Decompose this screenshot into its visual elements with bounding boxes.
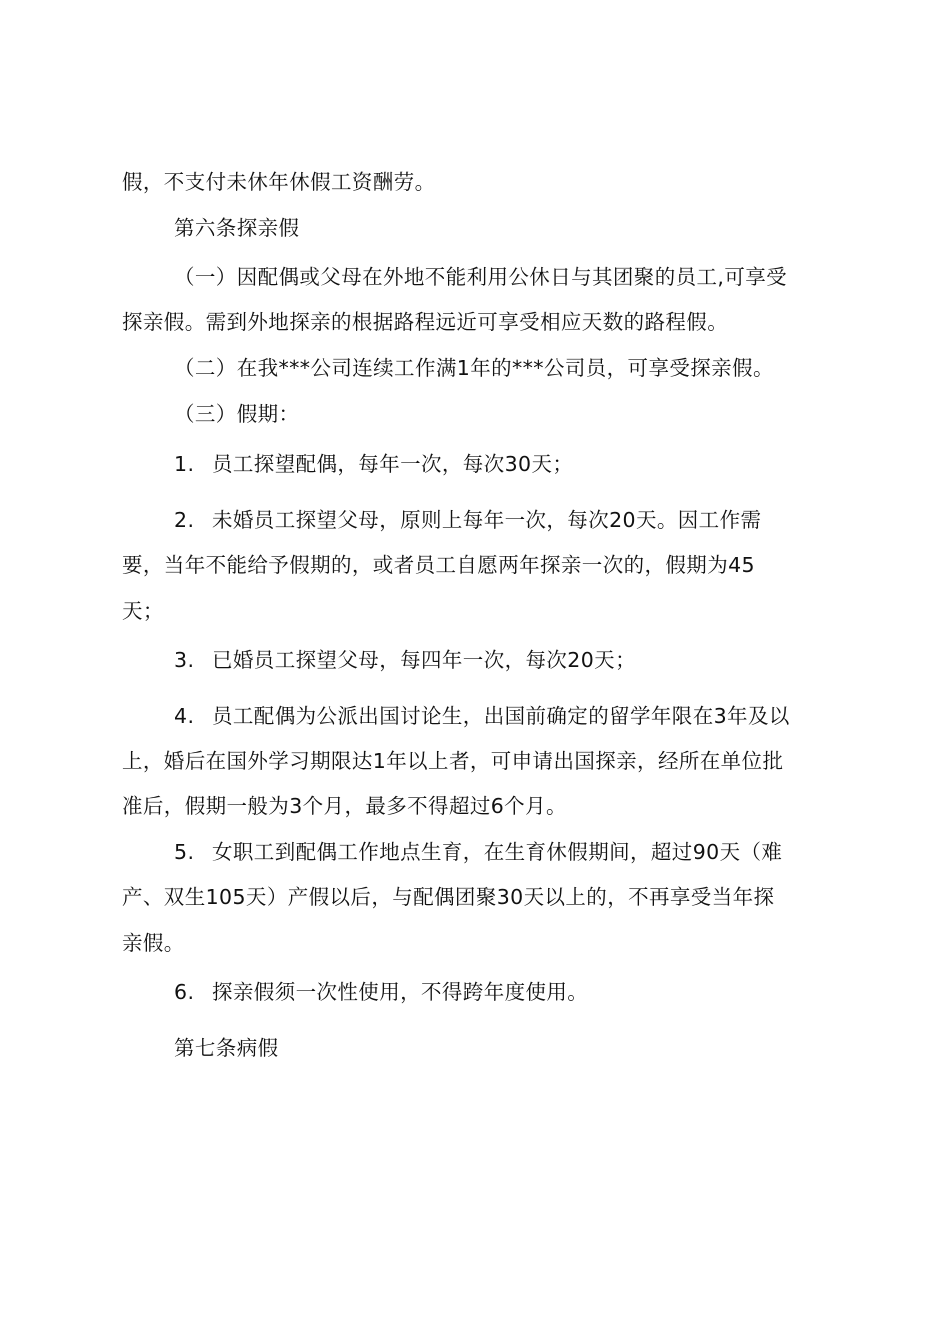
- list-item-text: 探亲假须一次性使用，不得跨年度使用。: [212, 980, 589, 1004]
- list-item: [174, 702, 790, 730]
- list-item: [174, 838, 782, 866]
- text-line: 要，当年不能给予假期的，或者员工自愿两年探亲一次的，假期为45: [122, 553, 755, 577]
- list-item-number: 3.: [174, 648, 195, 672]
- text-line: 天；: [122, 599, 164, 623]
- text-line: 亲假。: [122, 931, 185, 955]
- text-line: （三）假期：: [174, 402, 300, 426]
- list-item-number: 6.: [174, 980, 195, 1004]
- list-item-text: 已婚员工探望父母，每四年一次，每次20天；: [212, 648, 636, 672]
- text-line: 上，婚后在国外学习期限达1年以上者，可申请出国探亲，经所在单位批: [122, 749, 784, 773]
- text-line: 探亲假。需到外地探亲的根据路程远近可享受相应天数的路程假。: [122, 310, 729, 334]
- text-line: 产、双生105天）产假以后，与配偶团聚30天以上的，不再享受当年探: [122, 885, 775, 909]
- list-item: [174, 450, 573, 478]
- text-line: 准后，假期一般为3个月，最多不得超过6个月。: [122, 794, 567, 818]
- text-line: 假，不支付未休年休假工资酬劳。: [122, 170, 436, 194]
- list-item-number: 1.: [174, 452, 195, 476]
- list-item-text: 未婚员工探望父母，原则上每年一次，每次20天。因工作需: [212, 508, 762, 532]
- list-item-number: 4.: [174, 704, 195, 728]
- list-item-text: 女职工到配偶工作地点生育，在生育休假期间，超过90天（难: [212, 840, 783, 864]
- list-item: [174, 978, 588, 1006]
- list-item: [174, 646, 636, 674]
- list-item-text: 员工配偶为公派出国讨论生，出国前确定的留学年限在3年及以: [212, 704, 790, 728]
- text-line: （二）在我***公司连续工作满1年的***公司员，可享受探亲假。: [174, 356, 774, 380]
- list-item-text: 员工探望配偶，每年一次，每次30天；: [212, 452, 574, 476]
- list-item-number: 5.: [174, 840, 195, 864]
- list-item-number: 2.: [174, 508, 195, 532]
- section-heading-article-7: 第七条病假: [174, 1036, 279, 1060]
- text-line: （一）因配偶或父母在外地不能利用公休日与其团聚的员工,可享受: [174, 265, 788, 289]
- section-heading-article-6: 第六条探亲假: [174, 216, 300, 240]
- list-item: [174, 506, 761, 534]
